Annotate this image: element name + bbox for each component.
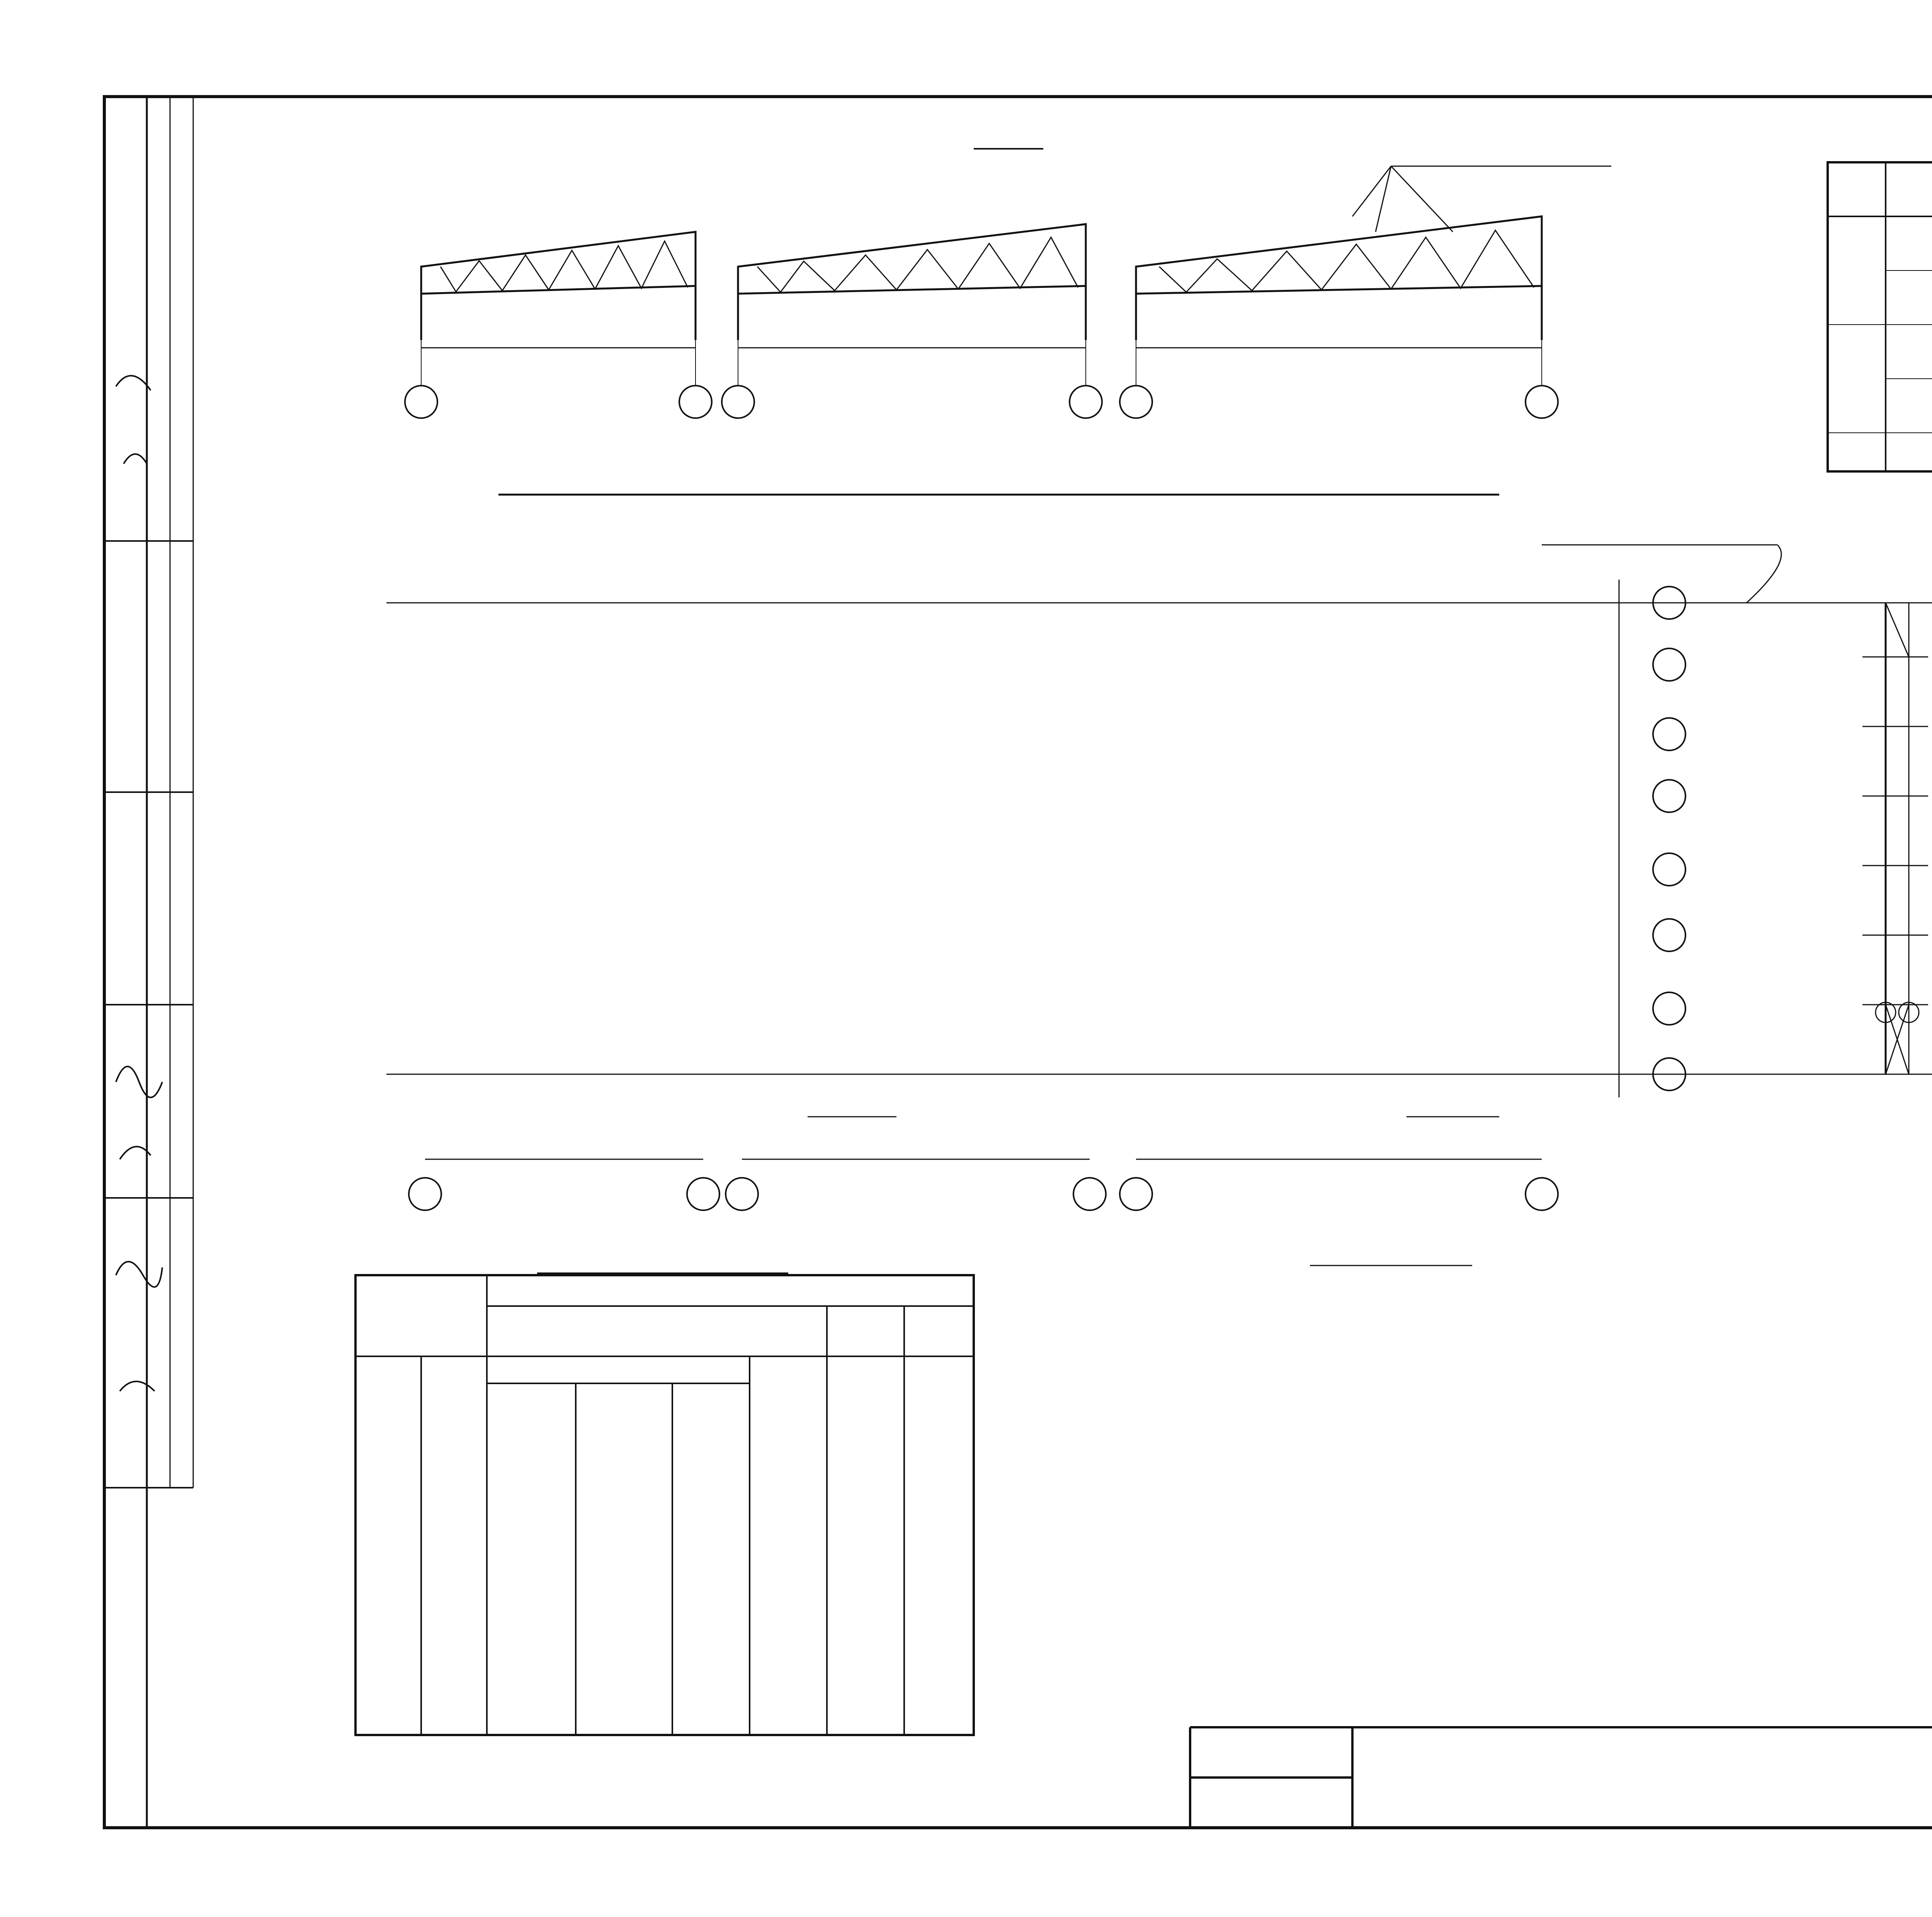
truss-24000 xyxy=(405,232,712,418)
view-2-2 xyxy=(1862,603,1932,1074)
plan-axis-bubbles xyxy=(1653,587,1685,1090)
bracing-table xyxy=(1828,156,1932,471)
truss-36000 xyxy=(1120,216,1558,418)
pt-h-load-p-box xyxy=(421,1358,487,1428)
signature xyxy=(116,376,162,1391)
pt-group-edge-box xyxy=(827,1306,974,1356)
pt-group-edge xyxy=(827,1306,974,1308)
left-stamp xyxy=(104,97,193,1828)
bracing-plan xyxy=(386,495,1932,1210)
sheet-frame xyxy=(104,97,1932,1828)
pt-h-load-n-box xyxy=(750,1358,827,1428)
title-block xyxy=(1190,1727,1932,1828)
truss-30000 xyxy=(722,224,1102,418)
pt-h-load-e-box xyxy=(904,1358,974,1428)
section-view-1-1 xyxy=(405,149,1611,418)
purlin-table xyxy=(355,1273,974,1735)
